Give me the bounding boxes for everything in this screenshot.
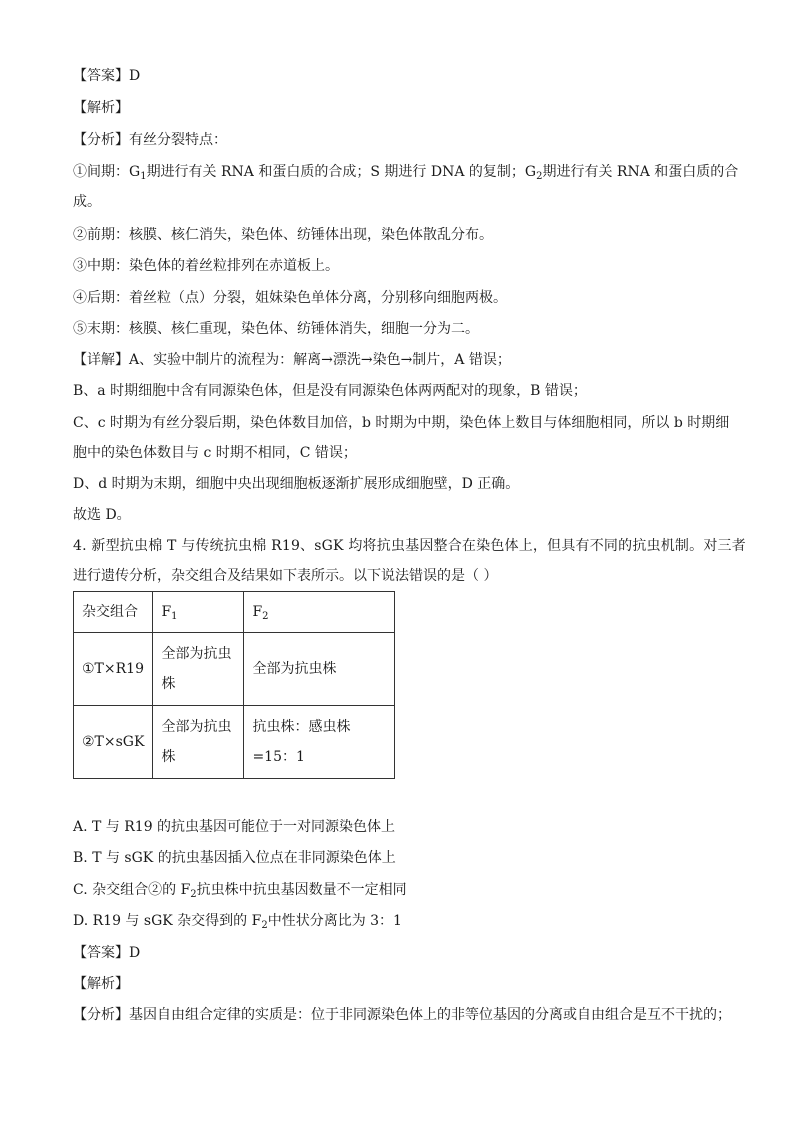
header-f1-letter: F <box>161 604 172 620</box>
analysis-heading-2: 【解析】 <box>73 976 129 992</box>
option-d-text-a: D. R19 与 sGK 杂交得到的 F <box>73 913 262 929</box>
anaphase-line: ④后期：着丝粒（点）分裂，姐妹染色单体分离，分别移向细胞两极。 <box>73 290 507 306</box>
detail-c: C、c 时期为有丝分裂后期，染色体数目加倍，b 时期为中期，染色体上数目与体细胞相同，所以 b 时期细 <box>73 415 730 431</box>
g1-subscript: 1 <box>140 171 147 182</box>
interphase-line-cont: 成。 <box>73 194 101 210</box>
option-d-text-b: 中性状分离比为 3：1 <box>267 913 402 929</box>
option-d <box>73 911 402 931</box>
g2-subscript: 2 <box>536 171 543 182</box>
header-f2 <box>244 592 395 633</box>
f2-result: 全部为抗虫株 <box>244 633 395 706</box>
interphase-text-a: ①间期：G <box>73 164 141 180</box>
question-4-stem-cont: 进行遗传分析，杂交组合及结果如下表所示。以下说法错误的是（ ） <box>73 568 498 584</box>
interphase-line <box>73 162 738 182</box>
detail-c-cont: 胞中的染色体数目与 c 时期不相同，C 错误； <box>73 445 357 461</box>
analysis-heading: 【解析】 <box>73 100 129 116</box>
option-c-text-a: C. 杂交组合②的 F <box>73 882 191 898</box>
option-a: A. T 与 R19 的抗虫基因可能位于一对同源染色体上 <box>73 819 396 835</box>
telophase-line: ⑤末期：核膜、核仁重现，染色体、纺锤体消失，细胞一分为二。 <box>73 321 479 337</box>
metaphase-line: ③中期：染色体的着丝粒排列在赤道板上。 <box>73 258 339 274</box>
detail-b: B、a 时期细胞中含有同源染色体，但是没有同源染色体两两配对的现象，B 错误； <box>73 383 587 399</box>
f1-result-line1: 全部为抗虫 <box>161 719 232 735</box>
option-d-sub: 2 <box>261 920 268 931</box>
f1-result <box>153 706 244 779</box>
option-c-sub: 2 <box>190 889 197 900</box>
header-f1-sub: 1 <box>171 611 178 622</box>
answer-label-2: 【答案】D <box>73 945 141 961</box>
interphase-text-c: 期进行有关 RNA 和蛋白质的合 <box>542 164 739 180</box>
prophase-line: ②前期：核膜、核仁消失，染色体、纺锤体出现，染色体散乱分布。 <box>73 227 493 243</box>
table-row <box>74 706 395 779</box>
option-b: B. T 与 sGK 的抗虫基因插入位点在非同源染色体上 <box>73 850 396 866</box>
interphase-text-b: 期进行有关 RNA 和蛋白质的合成；S 期进行 DNA 的复制；G <box>146 164 537 180</box>
cross-t-sgk: ②T×sGK <box>74 706 153 779</box>
conclusion: 故选 D。 <box>73 507 131 523</box>
analysis-intro: 【分析】有丝分裂特点： <box>73 132 227 148</box>
cross-results-table <box>73 591 395 779</box>
f1-result-line1: 全部为抗虫 <box>161 646 232 662</box>
f1-result-line2: 株 <box>161 676 176 692</box>
f2-ratio-value: =15：1 <box>252 749 305 765</box>
f1-result <box>153 633 244 706</box>
table-row <box>74 633 395 706</box>
header-f1 <box>153 592 244 633</box>
detail-d: D、d 时期为末期，细胞中央出现细胞板逐渐扩展形成细胞壁，D 正确。 <box>73 476 520 492</box>
cross-t-r19: ①T×R19 <box>74 633 153 706</box>
option-c-text-b: 抗虫株中抗虫基因数量不一定相同 <box>196 882 407 898</box>
f2-result <box>244 706 395 779</box>
f1-result-line2: 株 <box>161 749 176 765</box>
header-f2-sub: 2 <box>262 611 269 622</box>
answer-label: 【答案】D <box>73 68 141 84</box>
header-f2-letter: F <box>252 604 263 620</box>
analysis-intro-2: 【分析】基因自由组合定律的实质是：位于非同源染色体上的非等位基因的分离或自由组合是互不干扰的； <box>73 1007 731 1023</box>
question-4-stem: 4. 新型抗虫棉 T 与传统抗虫棉 R19、sGK 均将抗虫基因整合在染色体上，但具有不同的抗虫机制。对三者 <box>73 538 746 554</box>
table-header-row <box>74 592 395 633</box>
f2-ratio-label: 抗虫株：感虫株 <box>252 719 351 735</box>
option-c <box>73 880 407 900</box>
header-cross: 杂交组合 <box>74 592 153 633</box>
detail-a: 【详解】A、实验中制片的流程为：解离→漂洗→染色→制片，A 错误； <box>73 352 511 368</box>
